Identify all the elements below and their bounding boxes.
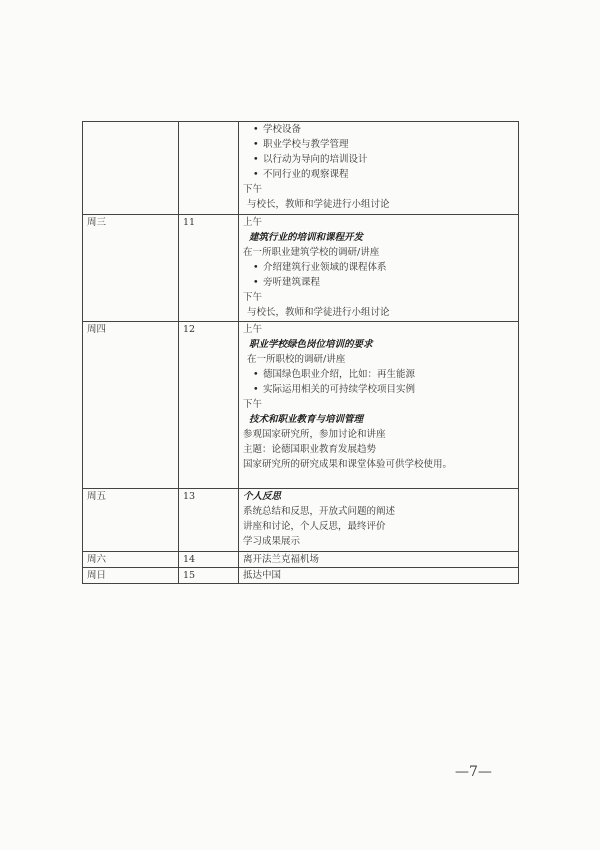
table-row <box>83 489 519 552</box>
activity-line: 在一所职校的调研/讲座 <box>247 354 346 365</box>
day-cell: 周三 <box>83 215 179 322</box>
section-title: 职业学校绿色岗位培训的要求 <box>249 339 373 350</box>
list-item: • 介绍建筑行业领域的课程体系 <box>243 260 514 275</box>
section-title: 技术和职业教育与培训管理 <box>249 414 364 425</box>
activity-line: 学习成果展示 <box>243 536 301 547</box>
activity-line: 系统总结和反思，开放式问题的阐述 <box>243 506 396 517</box>
section-title: 建筑行业的培训和课程开发 <box>249 232 364 243</box>
table-row <box>83 122 519 215</box>
day-cell <box>83 122 179 215</box>
list-item: • 职业学校与教学管理 <box>243 137 514 152</box>
activity-line: 与校长，教师和学徒进行小组讨论 <box>247 307 390 318</box>
section-title: 个人反思 <box>243 491 282 502</box>
session-label: 下午 <box>243 399 263 410</box>
activity-cell <box>239 122 519 215</box>
day-cell: 周四 <box>83 322 179 489</box>
number-cell: 13 <box>179 489 239 552</box>
list-item: • 实际运用相关的可持续学校项目实例 <box>243 382 514 397</box>
activity-line: 主题：论德国职业教育发展趋势 <box>243 444 377 455</box>
activity-line: 参观国家研究所，参加讨论和讲座 <box>243 429 386 440</box>
page-number: —7— <box>455 764 492 780</box>
number-cell <box>179 122 239 215</box>
day-cell: 周日 <box>83 568 179 584</box>
session-label: 下午 <box>243 292 263 303</box>
activity-cell <box>239 322 519 489</box>
activity-line: 在一所职业建筑学校的调研/讲座 <box>243 247 380 258</box>
activity-line: 离开法兰克福机场 <box>243 554 320 565</box>
number-cell: 11 <box>179 215 239 322</box>
session-label: 上午 <box>243 324 263 335</box>
list-item: • 以行动为导向的培训设计 <box>243 152 514 167</box>
list-item: • 德国绿色职业介绍，比如：再生能源 <box>243 367 514 382</box>
activity-line: 国家研究所的研究成果和课堂体验可供学校使用。 <box>243 459 453 470</box>
list-item: • 旁听建筑课程 <box>243 275 514 290</box>
session-label: 下午 <box>243 184 263 195</box>
day-cell: 周五 <box>83 489 179 552</box>
list-item: • 不同行业的观察课程 <box>243 167 514 182</box>
table-row <box>83 322 519 489</box>
table-row <box>83 215 519 322</box>
session-label: 上午 <box>243 217 263 228</box>
schedule-table <box>82 121 519 584</box>
activity-cell <box>239 215 519 322</box>
activity-line: 抵达中国 <box>243 570 282 581</box>
activity-cell <box>239 552 519 568</box>
number-cell: 12 <box>179 322 239 489</box>
activity-line: 与校长，教师和学徒进行小组讨论 <box>247 199 390 210</box>
number-cell: 15 <box>179 568 239 584</box>
list-item: • 学校设备 <box>243 122 514 137</box>
day-cell: 周六 <box>83 552 179 568</box>
activity-cell <box>239 568 519 584</box>
activity-line: 讲座和讨论，个人反思，最终评价 <box>243 521 386 532</box>
table-row <box>83 552 519 568</box>
activity-cell <box>239 489 519 552</box>
table-row <box>83 568 519 584</box>
number-cell: 14 <box>179 552 239 568</box>
